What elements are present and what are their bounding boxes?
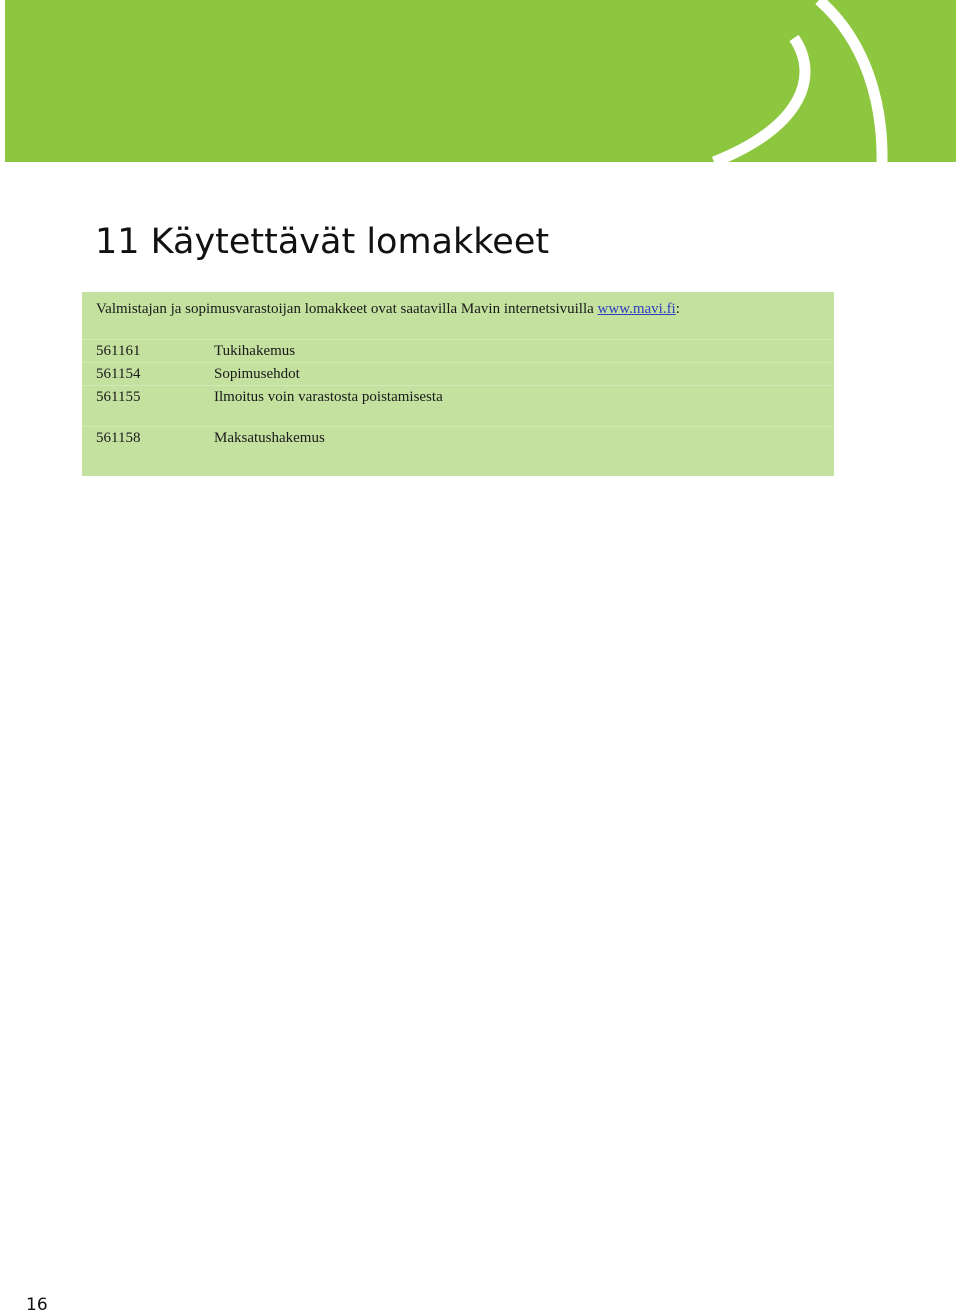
form-code: 561154 <box>96 366 141 382</box>
form-row <box>82 385 834 408</box>
form-code: 561161 <box>96 343 141 359</box>
form-code: 561155 <box>96 389 141 405</box>
form-row <box>82 339 834 362</box>
form-row <box>82 426 834 449</box>
forms-box <box>82 292 834 476</box>
form-name: Maksatushakemus <box>214 430 325 446</box>
page-title: 11 Käytettävät lomakkeet <box>95 222 550 262</box>
leaf-arc-graphic <box>5 0 956 162</box>
leaf-arc-outer <box>819 0 882 162</box>
intro-sentence: Valmistajan ja sopimusvarastoijan lomakkeet ovat saatavilla Mavin internetsivuilla <box>96 301 598 317</box>
page-number: 16 <box>26 1295 48 1315</box>
form-name: Ilmoitus voin varastosta poistamisesta <box>214 389 443 405</box>
form-row <box>82 362 834 385</box>
leaf-arc-inner <box>714 38 805 162</box>
mavi-website-link[interactable]: www.mavi.fi <box>597 301 676 317</box>
intro-text <box>96 298 680 320</box>
form-name: Tukihakemus <box>214 343 296 359</box>
form-name: Sopimusehdot <box>214 366 300 382</box>
intro-colon: : <box>675 301 680 317</box>
form-code: 561158 <box>96 430 141 446</box>
header-band <box>5 0 956 162</box>
